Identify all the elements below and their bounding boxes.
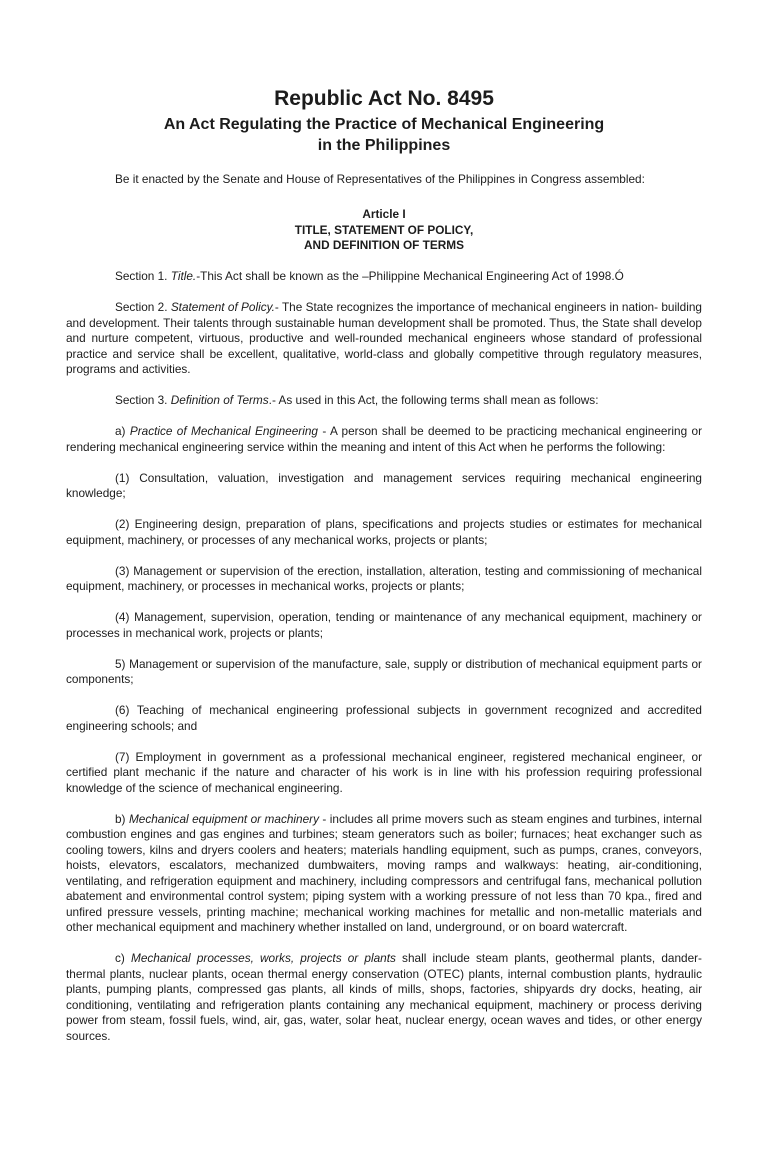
paragraph-text: (6) Teaching of mechanical engineering professional subjects in government recognized and accredited engineering schools; and bbox=[66, 703, 702, 733]
document-subtitle-line-1: An Act Regulating the Practice of Mechanical Engineering bbox=[163, 116, 605, 133]
document-title: Republic Act No. 8495 bbox=[274, 87, 494, 110]
document-subtitle-line-2: in the Philippines bbox=[317, 137, 451, 154]
paragraph-text: (1) Consultation, valuation, investigation and management services requiring mechanical engineering knowledge; bbox=[66, 470, 702, 500]
paragraph-text: shall include steam plants, geothermal plants, dander-thermal plants, nuclear plants, ocean thermal energy conservation (OTEC) plants, internal combustion plants, hydraulic plants, pumping plants, compressed gas plants, all kinds of mills, shops, factories, shipyards dry docks, heating, air conditioning, ventilating and refrigeration plants containing any mechanical equipment, machinery or process deriving power from steam, fossil fuels, wind, air, gas, water, solar heat, nuclear energy, ocean waves and tides, or other energy sources. bbox=[66, 951, 702, 1043]
paragraph-text: Section 2. bbox=[115, 300, 171, 314]
paragraph-text: a) bbox=[115, 424, 130, 438]
article-title-line-2: AND DEFINITION OF TERMS bbox=[304, 238, 464, 252]
paragraph bbox=[66, 471, 702, 502]
document-body bbox=[66, 269, 702, 1044]
paragraph bbox=[66, 300, 702, 378]
paragraph bbox=[66, 750, 702, 797]
paragraph bbox=[66, 657, 702, 688]
paragraph bbox=[66, 517, 702, 548]
paragraph-text: Section 1. bbox=[115, 269, 171, 283]
paragraph-text: b) bbox=[115, 811, 129, 826]
article-title-line-1: TITLE, STATEMENT OF POLICY, bbox=[294, 222, 474, 237]
paragraph bbox=[66, 564, 702, 595]
paragraph-text: (2) Engineering design, preparation of plans, specifications and projects studies or estimates for mechanical equipment, machinery, or processes of any mechanical works, projects or plants; bbox=[66, 517, 702, 547]
paragraph bbox=[66, 610, 702, 641]
paragraph bbox=[66, 812, 702, 936]
defined-term-italic: Mechanical processes, works, projects or plants bbox=[131, 951, 396, 965]
enacting-clause: Be it enacted by the Senate and House of Representatives of the Philippines in Congress assembled: bbox=[115, 171, 645, 186]
paragraph-text: .- As used in this Act, the following terms shall mean as follows: bbox=[268, 393, 599, 407]
paragraph bbox=[66, 951, 702, 1044]
paragraph-text: - includes all prime movers such as steam engines and turbines, internal combustion engines and gas engines and turbines; steam generators such as boiler; furnaces; heat exchanger such as cooling towers, kilns and dryers coolers and heaters; materials handling equipment, such as pumps, cranes, conveyors, hoists, elevators, escalators, mechanized dumbwaiters, moving ramps and walkways: heating, air-conditioning, ventilating, and refrigeration equipment and machinery, including compressors and centrifugal fans, mechanical pollution abatement and environmental control system; piping system with a working pressure of not less than 70 kpa., fired and unfired pressure vessels, printing machine; mechanical working machines for metallic and non-metallic materials and other mechanical equipment and machinery whether installed on land, underground, or on board watercraft. bbox=[66, 811, 702, 934]
paragraph-text: (3) Management or supervision of the erection, installation, alteration, testing and commissioning of mechanical equipment, machinery, or processes in mechanical works, projects or plants; bbox=[66, 563, 702, 593]
paragraph-text: - The State recognizes the importance of mechanical engineers in nation- building and development. Their talents through sustainable human development shall be promoted. Thus, the State shall develop and nurture competent, virtuous, productive and well-rounded mechanical engineers whose standard of professional practice and service shall be excellent, qualitative, world-class and globally competitive through regulatory measures, programs and activities. bbox=[66, 300, 702, 376]
paragraph-text: (7) Employment in government as a professional mechanical engineer, registered mechanical engineer, or certified plant mechanic if the nature and character of his work is in line with his profession requiring professional knowledge of the science of mechanical engineering. bbox=[66, 749, 702, 795]
paragraph bbox=[66, 703, 702, 734]
defined-term-italic: Mechanical equipment or machinery bbox=[128, 811, 319, 826]
paragraph-text: 5) Management or supervision of the manufacture, sale, supply or distribution of mechanical equipment parts or components; bbox=[66, 656, 702, 686]
defined-term-italic: Definition of Terms bbox=[170, 393, 269, 407]
document-subtitle bbox=[66, 114, 702, 156]
defined-term-italic: Practice of Mechanical Engineering bbox=[129, 424, 318, 438]
paragraph bbox=[66, 424, 702, 455]
paragraph-text: (4) Management, supervision, operation, tending or maintenance of any mechanical equipment, machinery or processes in mechanical work, projects or plants; bbox=[66, 610, 702, 640]
paragraph-text: Section 3. bbox=[115, 393, 171, 407]
paragraph-text: c) bbox=[115, 951, 131, 965]
defined-term-italic: Statement of Policy. bbox=[170, 300, 275, 314]
paragraph bbox=[66, 393, 702, 409]
paragraph-text: - A person shall be deemed to be practicing mechanical engineering or rendering mechanical engineering service within the meaning and intent of this Act when he performs the following: bbox=[66, 424, 702, 454]
defined-term-italic: Title. bbox=[170, 269, 197, 283]
paragraph-text: -This Act shall be known as the –Philippine Mechanical Engineering Act of 1998.Ó bbox=[196, 269, 624, 283]
article-number: Article I bbox=[362, 207, 406, 221]
paragraph bbox=[66, 269, 702, 285]
article-heading bbox=[66, 207, 702, 254]
